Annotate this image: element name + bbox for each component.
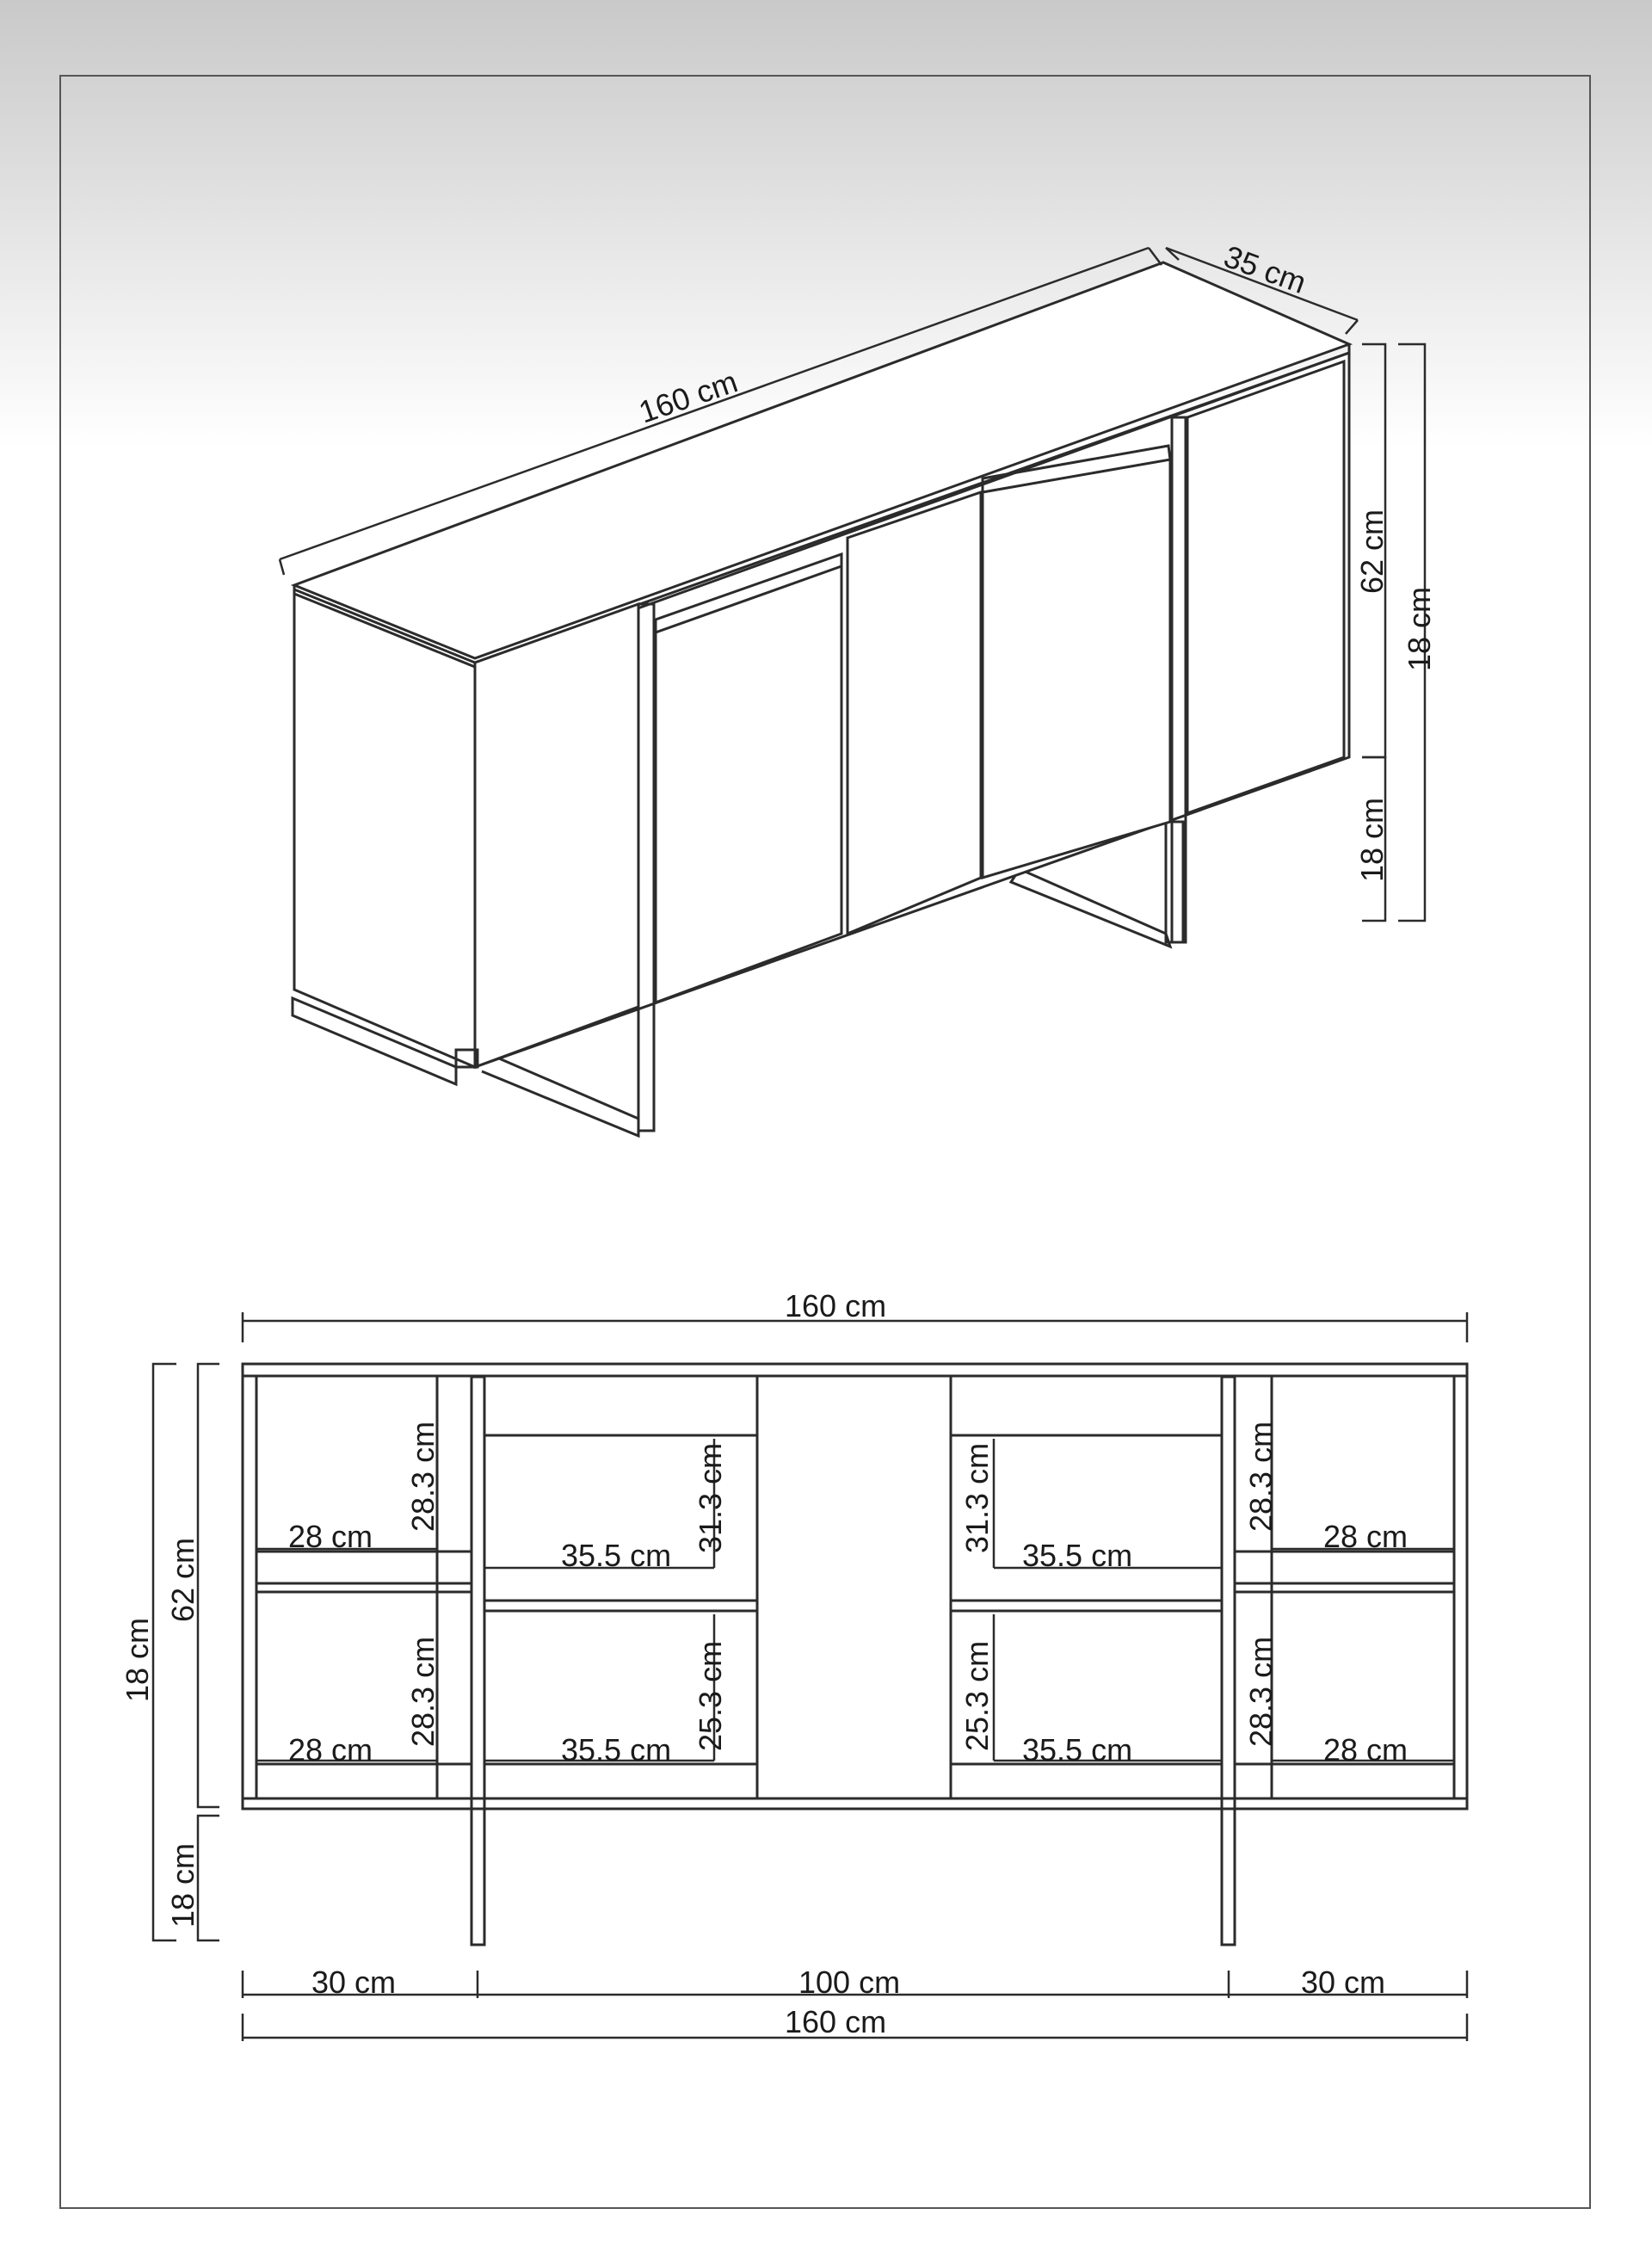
label-inner-right-bottom-width: 35.5 cm bbox=[1022, 1732, 1133, 1767]
dim-label-bottom-middle: 100 cm bbox=[798, 1965, 901, 2000]
label-inner-left-top-width: 35.5 cm bbox=[561, 1538, 672, 1573]
label-inner-left-bottom-width: 35.5 cm bbox=[561, 1732, 672, 1767]
dim-label-bottom-right: 30 cm bbox=[1301, 1965, 1386, 2000]
door-right-outer bbox=[1187, 361, 1344, 813]
right-leg bbox=[1222, 1377, 1235, 1945]
label-outer-left-bottom-height: 28.3 cm bbox=[405, 1636, 441, 1747]
dim-label-bottom-total: 160 cm bbox=[785, 2004, 887, 2039]
label-inner-left-bottom-height: 25.3 cm bbox=[693, 1640, 728, 1751]
front-bottom-board bbox=[243, 1798, 1467, 1809]
dim-label-front-total-height: 18 cm bbox=[120, 1617, 155, 1702]
dim-line-front-leg-height bbox=[198, 1816, 219, 1940]
label-inner-right-bottom-height: 25.3 cm bbox=[959, 1640, 995, 1751]
dim-label-front-top-width: 160 cm bbox=[785, 1288, 887, 1323]
dim-label-body-height: 62 cm bbox=[1354, 509, 1390, 594]
dim-label-leg-height: 18 cm bbox=[1354, 797, 1390, 882]
label-outer-right-bottom-width: 28 cm bbox=[1323, 1732, 1409, 1767]
label-outer-right-top-height: 28.3 cm bbox=[1243, 1421, 1279, 1532]
left-side-panel bbox=[294, 589, 475, 1067]
label-outer-right-top-width: 28 cm bbox=[1323, 1519, 1409, 1554]
dim-label-total-height: 18 cm bbox=[1402, 586, 1437, 671]
door-left-inner bbox=[656, 566, 841, 1002]
label-inner-right-top-height: 31.3 cm bbox=[959, 1442, 995, 1553]
label-inner-right-top-width: 35.5 cm bbox=[1022, 1538, 1133, 1573]
left-leg bbox=[472, 1377, 484, 1945]
front-view bbox=[120, 1288, 1467, 2041]
dim-label-bottom-left: 30 cm bbox=[311, 1965, 397, 2000]
door-right-inner bbox=[983, 460, 1170, 878]
dim-line-front-body-height bbox=[198, 1364, 219, 1807]
label-inner-left-top-height: 31.3 cm bbox=[693, 1442, 728, 1553]
dim-label-front-leg-height: 18 cm bbox=[165, 1842, 200, 1928]
label-outer-left-top-width: 28 cm bbox=[288, 1519, 373, 1554]
label-outer-left-top-height: 28.3 cm bbox=[405, 1421, 441, 1532]
dim-label-depth: 35 cm bbox=[1219, 238, 1311, 301]
label-outer-left-bottom-width: 28 cm bbox=[288, 1732, 373, 1767]
perspective-view bbox=[280, 238, 1437, 1136]
door-left-outer bbox=[475, 604, 638, 1067]
front-top-board bbox=[243, 1364, 1467, 1376]
dim-label-front-body-height: 62 cm bbox=[165, 1537, 200, 1622]
door-center bbox=[848, 492, 981, 934]
label-outer-right-bottom-height: 28.3 cm bbox=[1243, 1636, 1279, 1747]
dim-label-width: 160 cm bbox=[634, 363, 743, 430]
